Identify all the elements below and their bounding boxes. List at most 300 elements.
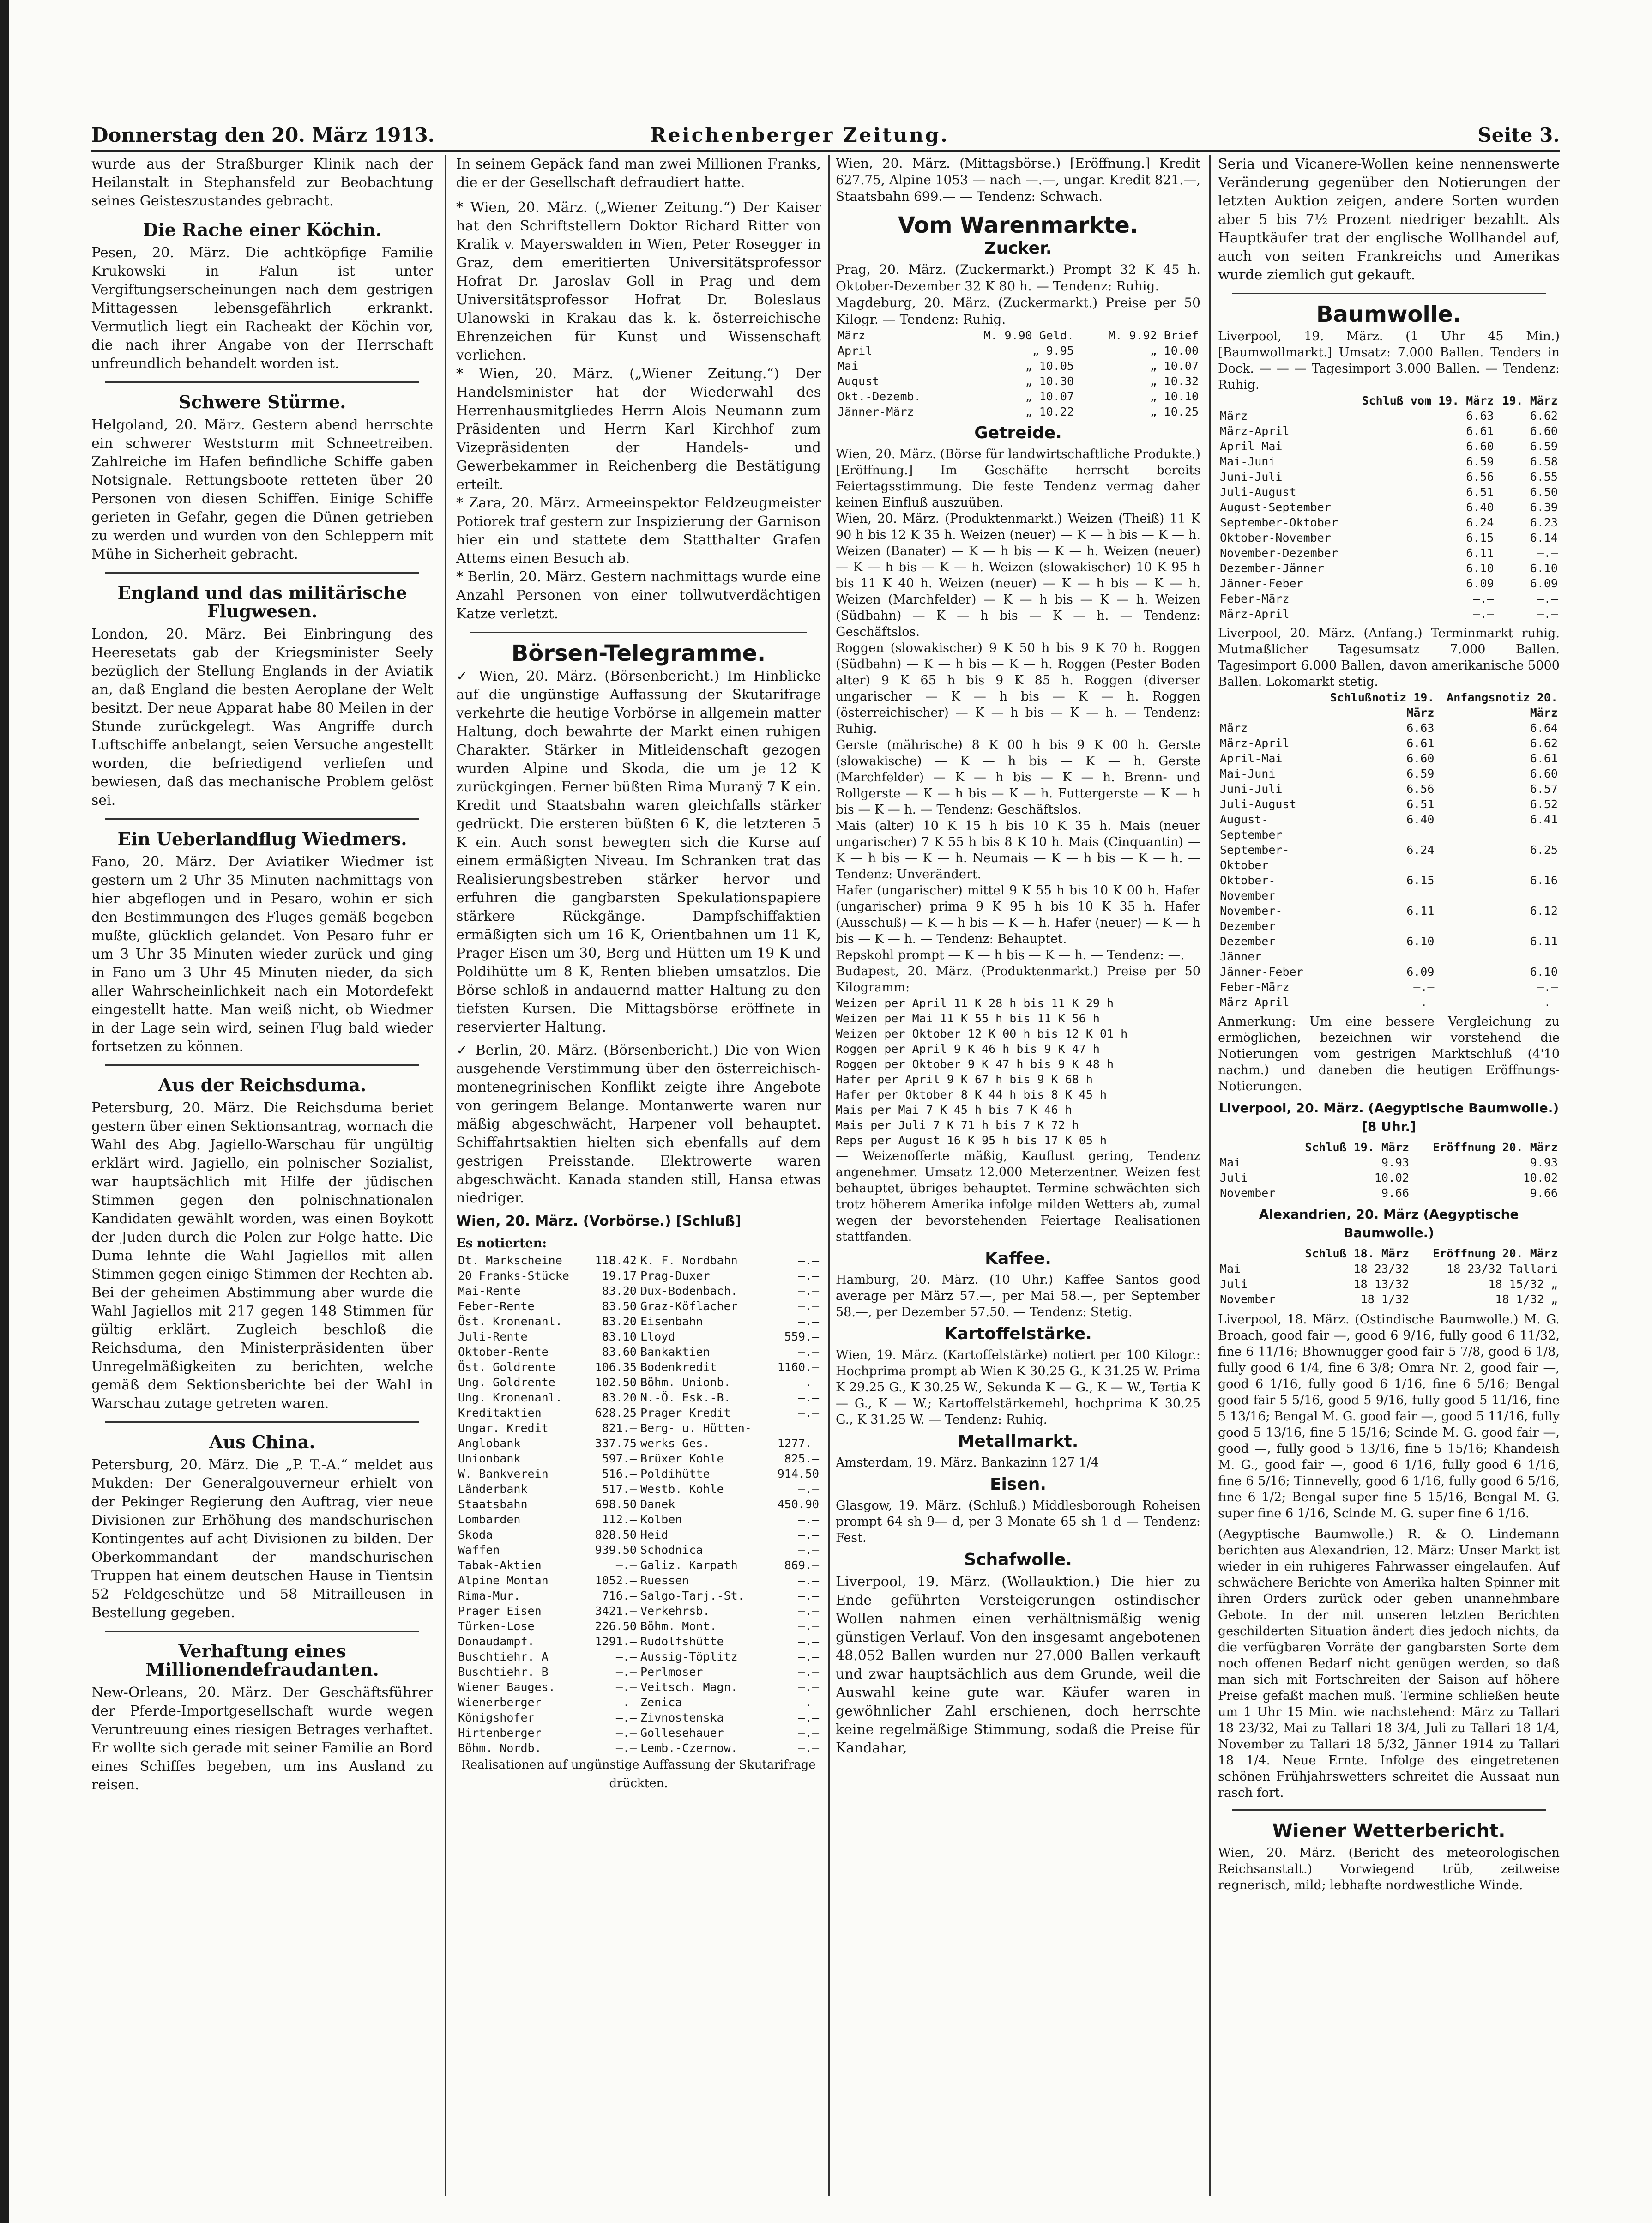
- table-cell: 9.66: [1530, 1186, 1558, 1200]
- table-cell: 6.41: [1530, 813, 1558, 826]
- table-row: [1218, 812, 1560, 842]
- article-title: Schwere Stürme.: [178, 392, 346, 412]
- table-cell: Feber-März: [1220, 592, 1290, 605]
- table-cell: M. 9.92 Brief: [1108, 329, 1199, 342]
- table-cell: Länderbank: [458, 1482, 528, 1496]
- table-header-cell: Eröffnung 20. März: [1433, 1141, 1558, 1154]
- table-cell: 1277.—: [777, 1437, 819, 1450]
- price-line: Roggen per April 9 K 46 h bis 9 K 47 h: [836, 1042, 1100, 1056]
- table-cell: Feber-Rente: [458, 1299, 535, 1313]
- table-cell: 6.40: [1466, 501, 1494, 514]
- table-cell: —.—: [798, 1345, 819, 1359]
- table-cell: Aussig-Töplitz: [640, 1650, 738, 1663]
- table-cell: —.—: [798, 1406, 819, 1420]
- table-row: [456, 1542, 821, 1558]
- table-cell: 6.59: [1530, 440, 1558, 453]
- table-cell: September-Oktober: [1220, 516, 1338, 529]
- table-row: [456, 1390, 821, 1405]
- cotton-price-table: [1218, 393, 1560, 622]
- table-row: [1218, 781, 1560, 797]
- table-cell: 6.51: [1466, 485, 1494, 499]
- table-cell: N.-Ö. Esk.-B.: [640, 1391, 731, 1404]
- table-row: [1218, 439, 1560, 454]
- article-title: Aus China.: [209, 1432, 315, 1452]
- table-cell: 821.—: [602, 1421, 637, 1435]
- table-row: [1218, 1170, 1560, 1185]
- table-cell: Juli-August: [1220, 797, 1296, 811]
- table-cell: 6.60: [1406, 752, 1435, 765]
- table-cell: November: [1220, 1293, 1276, 1306]
- table-cell: —.—: [615, 1741, 637, 1755]
- section-title: Vom Warenmarkte.: [898, 212, 1138, 238]
- market-report: Wien, 20. März. (Mittagsbörse.) [Eröffnung.] Kredit 627.75, Alpine 1053 — nach —.—, ungar. Kredit 821.—, Staatsbahn 699.— — Tendenz: Schwach.: [836, 156, 1200, 204]
- table-cell: —.—: [798, 1376, 819, 1389]
- table-row: [836, 358, 1200, 374]
- table-header-cell: [1218, 1140, 1286, 1155]
- table-row: [456, 1420, 821, 1436]
- market-report: Liverpool, 20. März. (Anfang.) Terminmarkt ruhig. Mutmaßlicher Tagesumsatz 7.000 Ballen. Tagesimport 6.000 Ballen, davon amerikanische 5000 Ballen. Lokomarkt stetig.: [1218, 626, 1560, 689]
- table-cell: 118.42: [595, 1254, 637, 1267]
- table-cell: 6.61: [1406, 737, 1435, 750]
- table-row: [456, 1649, 821, 1664]
- table-cell: 6.59: [1406, 767, 1435, 780]
- table-cell: —.—: [798, 1619, 819, 1633]
- table-cell: 9.93: [1381, 1156, 1410, 1169]
- table-cell: Galiz. Karpath: [640, 1559, 738, 1572]
- table-cell: 597.—: [602, 1452, 637, 1465]
- table-row: [456, 1512, 821, 1527]
- divider: [105, 1064, 419, 1066]
- column-3: [836, 155, 1200, 2196]
- table-cell: Dux-Bodenbach.: [640, 1284, 738, 1298]
- article-continuation: Seria und Vicanere-Wollen keine nennenswerte Veränderung gegenüber den Notierungen der letzten Auktion zeigen, andere Sorten wurden aber 5 bis 7½ Prozent niedriger bezahlt. Als Hauptkäufer trat der englische Wollhandel auf, auch von seiten Frankreichs und Amerikas wurde ziemlich gut gekauft.: [1218, 156, 1560, 283]
- table-cell: Oktober-November: [1220, 531, 1331, 544]
- table-cell: 6.14: [1530, 531, 1558, 544]
- table-cell: —.—: [615, 1650, 637, 1663]
- table-cell: Verkehrsb.: [640, 1604, 710, 1618]
- market-report: Budapest, 20. März. (Produktenmarkt.) Preise per 50 Kilogramm:: [836, 964, 1200, 995]
- table-cell: 517.—: [602, 1482, 637, 1496]
- table-cell: 6.59: [1466, 455, 1494, 468]
- table-header-cell: Eröffnung 20. März: [1433, 1247, 1558, 1260]
- news-item: * Berlin, 20. März. Gestern nachmittags wurde eine Anzahl Personen von einer tollwutverdächtigen Katze verletzt.: [456, 569, 821, 622]
- price-line: Weizen per Mai 11 K 55 h bis 11 K 56 h: [836, 1012, 1100, 1025]
- table-cell: 83.60: [602, 1345, 637, 1359]
- quote-table-title: Wien, 20. März. (Vorbörse.) [Schluß]: [456, 1213, 742, 1229]
- market-report: Gerste (mährische) 8 K 00 h bis 9 K 00 h. Gerste (slowakische) — K — h bis — K — h. Gerste (Marchfelder) — K — h bis — K — h. Brenn- und Rollgerste — K — h bis — K — h. Futtergerste — K — h bis — K — h. — Tendenz: Geschäftslos.: [836, 738, 1200, 817]
- table-cell: 716.—: [602, 1589, 637, 1602]
- market-report: ✓ Wien, 20. März. (Börsenbericht.) Im Hinblicke auf die ungünstige Auffassung der Skutarifrage verkehrte die heutige Vorbörse in allgemein matter Haltung, doch bewahrte der Markt einen ruhigen Charakter. Stärker in Mitleidenschaft gezogen wurden Alpine und Skoda, die um je 12 K zurückgingen. Ferner büßten Rima Muranÿ 7 K ein. Kredit und Staatsbahn waren gleichfalls stärker gedrückt. Die ersteren büßten 6 K, die letzteren 5 K ein. Auch sonst bewegten sich die Kurse auf einem ermäßigten Niveau. Im Schranken trat das Realisierungsbestreben stärker hervor und erfuhren die gangbarsten Spekulationspapiere stärkere Rückgänge. Dampfschiffaktien ermäßigten sich um 16 K, Orientbahnen um 11 K, Prager Eisen um 30, Berg und Hütten um 19 K und Poldihütte um 8 K, Renten blieben umsatzlos. Die Börse schloß in andauernd matter Haltung zu den tiefsten Kursen. Die Mittagsbörse eröffnete in reservierter Haltung.: [456, 668, 821, 1035]
- table-cell: —.—: [798, 1711, 819, 1724]
- table-row: [456, 1466, 821, 1481]
- table-cell: Jänner-März: [838, 405, 914, 418]
- table-cell: —.—: [798, 1269, 819, 1282]
- table-cell: 19.17: [602, 1269, 637, 1282]
- table-cell: —.—: [798, 1574, 819, 1587]
- table-cell: 6.11: [1530, 935, 1558, 948]
- table-cell: Buschtiehr. B: [458, 1665, 549, 1679]
- table-cell: Veitsch. Magn.: [640, 1680, 738, 1694]
- article-text: New-Orleans, 20. März. Der Geschäftsführer der Pferde-Importgesellschaft wurde wegen Veruntreuung eines riesigen Betrages verhaftet. Er wollte sich gerade mit seiner Familie an Bord eines Schiffes begeben, um ins Ausland zu reisen.: [91, 1685, 433, 1793]
- divider: [1232, 1809, 1546, 1811]
- divider: [105, 572, 419, 574]
- table-header-cell: Anfangsnotiz 20. März: [1447, 691, 1558, 719]
- table-cell: —.—: [798, 1680, 819, 1694]
- sugar-price-table: [836, 328, 1200, 419]
- table-row: [456, 1527, 821, 1542]
- table-cell: —.—: [798, 1665, 819, 1679]
- table-row: [1218, 545, 1560, 561]
- table-cell: 337.75: [595, 1437, 637, 1450]
- table-cell: 6.58: [1530, 455, 1558, 468]
- table-cell: —.—: [798, 1741, 819, 1755]
- table-row: [1218, 979, 1560, 995]
- article-text: London, 20. März. Bei Einbringung des Heeresetats gab der Kriegsminister Seely bezüglich der Stellung Englands in der Aviatik an, daß England die besten Aeroplane der Welt besitzt. Der neue Apparat habe 80 Meilen in der Stunde zurückgelegt. Was Angriffe durch Luftschiffe anbelangt, seien Versuche angestellt worden, die befriedigend verliefen und bewiesen, daß das mechanische Problem gelöst sei.: [91, 626, 433, 809]
- table-row: [1218, 1292, 1560, 1307]
- table-row: [456, 1314, 821, 1329]
- table-row: [456, 1299, 821, 1314]
- market-report: Mais (alter) 10 K 15 h bis 10 K 35 h. Mais (neuer ungarischer) 7 K 55 h bis 8 K 10 h. Mais (Cinquantin) — K — h bis — K — h. Neumais — K — h bis — K — h. — Tendenz: Unverändert.: [836, 819, 1200, 882]
- table-cell: Wiener Bauges.: [458, 1680, 555, 1694]
- table-cell: Ungar. Kredit: [458, 1421, 549, 1435]
- table-row: [1218, 964, 1560, 979]
- table-cell: 6.55: [1530, 470, 1558, 483]
- table-row: [1218, 515, 1560, 530]
- table-header-row: [1218, 393, 1560, 408]
- market-report: Wien, 20. März. (Produktenmarkt.) Weizen (Theiß) 11 K 90 h bis 12 K 35 h. Weizen (neuer) — K — h bis — K — h. Weizen (Banater) — K — h bis — K — h. Weizen (neuer) — K — h bis — K — h. Weizen (slowakischer) 10 K 95 h bis 11 K 40 h. Weizen (neuer) — K — h bis — K — h. Weizen (Marchfelder) — K — h bis — K — h. Weizen (Südbahn) — K — h bis — K — h. — Tendenz: Geschäftslos.: [836, 512, 1200, 639]
- table-cell: 112.—: [602, 1513, 637, 1526]
- table-cell: „ 10.32: [1150, 375, 1199, 388]
- table-cell: Juli-Rente: [458, 1330, 528, 1343]
- table-cell: —.—: [798, 1650, 819, 1663]
- table-header-row: [1218, 690, 1560, 720]
- price-line: Roggen per Oktober 9 K 47 h bis 9 K 48 h: [836, 1057, 1114, 1071]
- table-cell: 6.60: [1466, 440, 1494, 453]
- article-text: Petersburg, 20. März. Die „P. T.-A.“ meldet aus Mukden: Der Generalgouverneur erhielt von der Pekinger Regierung den Auftrag, vier neue Divisionen zur Erhöhung des mandschurischen Kontingentes auf acht Divisionen zu bilden. Der Oberkommandant der mandschurischen Truppen hat einem deutschen Hause in Tientsin 52 Feldgeschütze und 58 Mitrailleusen in Bestellung gegeben.: [91, 1457, 433, 1621]
- table-cell: 6.61: [1466, 424, 1494, 438]
- table-header-cell: Schlußnotiz 19. März: [1330, 691, 1435, 719]
- table-row: [456, 1359, 821, 1375]
- column-divider: [828, 155, 830, 2196]
- subsection-title: Getreide.: [974, 423, 1062, 442]
- table-row: [456, 1725, 821, 1740]
- table-cell: 20 Franks-Stücke: [458, 1269, 569, 1282]
- table-cell: „ 10.00: [1150, 344, 1199, 357]
- table-cell: 6.64: [1530, 721, 1558, 735]
- article-text: Petersburg, 20. März. Die Reichsduma beriet gestern über einen Sektionsantrag, wornach die Wahl des Abg. Jagiello-Warschau für ungültig erklärt wird. Jagiello, ein polnischer Sozialist, war hauptsächlich mit Hilfe der jüdischen Stimmen gegen den polnischnationalen Kandidaten gewählt worden, was einen Boykott der Juden durch die Polen zur Folge hatte. Die Duma lehnte die Wahl Jagiellos mit allen Stimmen gegen einige Stimmen der Rechten ab. Bei der geheimen Abstimmung aber wurde die Wahl Jagiellos mit 217 gegen 148 Stimmen für gültig erklärt. Zugleich beschloß die Reichsduma, den Ministerpräsidenten über Unregelmäßigkeiten zu berichten, welche gemäß dem Sektionsberichte bei der Wahl in Warschau zutage getreten waren.: [91, 1100, 433, 1412]
- table-cell: Prager Eisen: [458, 1604, 542, 1618]
- column-divider: [445, 155, 446, 2196]
- table-cell: Juni-Juli: [1220, 470, 1283, 483]
- table-cell: Rima-Mur.: [458, 1589, 521, 1602]
- table-header-row: [1218, 1246, 1560, 1261]
- table-cell: Donaudampf.: [458, 1635, 535, 1648]
- table-cell: 6.10: [1530, 965, 1558, 979]
- table-cell: Ung. Goldrente: [458, 1376, 555, 1389]
- article-title: Verhaftung eines Millionendefraudanten.: [145, 1641, 379, 1680]
- table-cell: Öst. Kronenanl.: [458, 1315, 562, 1328]
- newspaper-page: [91, 0, 1560, 2223]
- table-row: [456, 1710, 821, 1725]
- news-item: * Wien, 20. März. („Wiener Zeitung.“) Der Kaiser hat den Schriftstellern Doktor Richard Ritter von Kralik v. Mayerswalden in Wien, Peter Rosegger in Graz, dem emeritierten Universitätsprofessor Hofrat Dr. Jaroslav Goll in Prag und dem Universitätsprofessor Hofrat Dr. Boleslaus Ulanowski in Krakau das k. k. österreichische Ehrenzeichen für Kunst und Wissenschaft verliehen.: [456, 199, 821, 363]
- table-cell: 6.10: [1406, 935, 1435, 948]
- table-cell: 6.56: [1466, 470, 1494, 483]
- table-row: [1218, 1185, 1560, 1201]
- table-cell: Böhm. Unionb.: [640, 1376, 731, 1389]
- table-cell: 83.20: [602, 1284, 637, 1298]
- news-item: * Zara, 20. März. Armeeinspektor Feldzeugmeister Potiorek traf gestern zur Inspizierung der Garnison hier ein und stattete dem Statthalter Grafen Attems einen Besuch ab.: [456, 495, 821, 567]
- table-cell: November: [1220, 1186, 1276, 1200]
- table-header-cell: Schluß vom 19. März: [1362, 394, 1494, 407]
- table-row: [1218, 576, 1560, 591]
- table-cell: Brüxer Kohle: [640, 1452, 724, 1465]
- table-cell: 6.60: [1530, 424, 1558, 438]
- table-cell: —.—: [798, 1696, 819, 1709]
- market-report: Prag, 20. März. (Zuckermarkt.) Prompt 32 K 45 h. Oktober-Dezember 32 K 80 h. — Tendenz: Ruhig.: [836, 262, 1200, 294]
- table-cell: [769, 1420, 821, 1436]
- table-cell: werks-Ges.: [640, 1437, 710, 1450]
- table-cell: 18 1/32: [1360, 1293, 1410, 1306]
- table-cell: Tabak-Aktien: [458, 1559, 542, 1572]
- market-report: Glasgow, 19. März. (Schluß.) Middlesborough Roheisen prompt 64 sh 9— d, per 3 Monate 65 sh 1 d — Tendenz: Fest.: [836, 1498, 1200, 1545]
- table-cell: Dezember-Jänner: [1220, 562, 1324, 575]
- table-cell: Öst. Goldrente: [458, 1360, 555, 1374]
- table-cell: Juli: [1220, 1277, 1248, 1291]
- weather-report: Wien, 20. März. (Bericht des meteorologischen Reichsanstalt.) Vorwiegend trüb, zeitweise regnerisch, mild; lebhafte nordwestliche Winde.: [1218, 1846, 1560, 1892]
- table-cell: Rudolfshütte: [640, 1635, 724, 1648]
- table-cell: „ 10.05: [1025, 359, 1074, 373]
- table-cell: „ 10.25: [1150, 405, 1199, 418]
- table-cell: M. 9.90 Geld.: [983, 329, 1074, 342]
- table-row: [836, 328, 1200, 343]
- table-cell: August: [838, 375, 880, 388]
- column-1: [91, 155, 433, 2196]
- table-cell: Prager Kredit: [640, 1406, 731, 1420]
- section-title: Wiener Wetterbericht.: [1272, 1820, 1506, 1842]
- table-row: [1218, 873, 1560, 903]
- cotton-price-table: [1218, 690, 1560, 1010]
- table-row: [456, 1619, 821, 1634]
- table-cell: 6.56: [1406, 782, 1435, 796]
- table-cell: Okt.-Dezemb.: [838, 390, 921, 403]
- table-cell: 6.11: [1406, 904, 1435, 918]
- table-row: [1218, 530, 1560, 545]
- table-row: [456, 1481, 821, 1497]
- table-cell: 83.50: [602, 1299, 637, 1313]
- table-row: [456, 1603, 821, 1619]
- table-cell: 6.12: [1530, 904, 1558, 918]
- table-row: [456, 1451, 821, 1466]
- divider: [105, 381, 419, 383]
- table-cell: Lloyd: [640, 1330, 675, 1343]
- table-cell: Mai-Juni: [1220, 455, 1276, 468]
- table-cell: 3421.—: [595, 1604, 637, 1618]
- table-cell: 6.09: [1530, 577, 1558, 590]
- table-cell: April: [838, 344, 873, 357]
- table-cell: —.—: [1473, 592, 1494, 605]
- table-cell: 559.—: [784, 1330, 819, 1343]
- table-row: [1218, 903, 1560, 934]
- table-cell: 6.09: [1406, 965, 1435, 979]
- table-cell: Böhm. Nordb.: [458, 1741, 542, 1755]
- budapest-price-list: [836, 996, 1200, 1148]
- scan-border: [0, 0, 9, 2223]
- table-row: [456, 1588, 821, 1603]
- table-cell: —.—: [798, 1482, 819, 1496]
- table-cell: Westb. Kohle: [640, 1482, 724, 1496]
- table-cell: Eisenbahn: [640, 1315, 703, 1328]
- table-row: [456, 1740, 821, 1756]
- table-cell: 1291.—: [595, 1635, 637, 1648]
- table-cell: Dt. Markscheine: [458, 1254, 562, 1267]
- table-cell: Bodenkredit: [640, 1360, 717, 1374]
- table-row: [1218, 797, 1560, 812]
- table-cell: —.—: [798, 1528, 819, 1541]
- table-cell: 106.35: [595, 1360, 637, 1374]
- table-cell: Wienerberger: [458, 1696, 542, 1709]
- egyptian-cotton-table: [1218, 1140, 1560, 1201]
- table-cell: Kreditaktien: [458, 1406, 542, 1420]
- price-line: Weizen per Oktober 12 K 00 h bis 12 K 01 h: [836, 1027, 1128, 1040]
- table-cell: März: [1220, 721, 1248, 735]
- table-cell: 6.23: [1530, 516, 1558, 529]
- table-cell: Alpine Montan: [458, 1574, 549, 1587]
- market-report: Wien, 19. März. (Kartoffelstärke) notiert per 100 Kilogr.: Hochprima prompt ab Wien K 30.25 G., K 31.25 W. Prima K 29.25 G., K 30.25 W., Sekunda K — G., K — W., Tertia K — G., K — W.; Kartoffelstärkemehl, hochprima K 30.25 G., K 31.25 W. — Tendenz: Ruhig.: [836, 1348, 1200, 1427]
- table-cell: Feber-März: [1220, 980, 1290, 994]
- table-cell: 6.24: [1466, 516, 1494, 529]
- table-cell: 6.51: [1406, 797, 1435, 811]
- table-cell: Gollesehauer: [640, 1726, 724, 1740]
- table-cell: 6.25: [1530, 843, 1558, 857]
- table-cell: —.—: [798, 1513, 819, 1526]
- table-cell: —.—: [798, 1254, 819, 1267]
- article-title: Aus der Reichsduma.: [158, 1075, 367, 1095]
- table-cell: März-April: [1220, 424, 1290, 438]
- header-page-number: Seite 3.: [1477, 124, 1560, 146]
- table-cell: April-Mai: [1220, 440, 1283, 453]
- table-cell: Juni-Juli: [1220, 782, 1283, 796]
- table-cell: Anglobank: [458, 1437, 521, 1450]
- subsection-title: Alexandrien, 20. März (Aegyptische Baumwolle.): [1259, 1207, 1519, 1240]
- market-report: Repskohl prompt — K — h bis — K — h. — Tendenz: —.: [836, 948, 1185, 962]
- table-row: [1218, 1155, 1560, 1170]
- table-cell: März-April: [1220, 737, 1290, 750]
- market-report: Roggen (slowakischer) 9 K 50 h bis 9 K 70 h. Roggen (Südbahn) — K — h bis — K — h. Roggen (Pester Boden alter) 9 K 65 h bis 9 K 85 h. Roggen (diverser ungarischer — K — h bis — K — h. Roggen (österreichischer) — K — h bis — K — h. — Tendenz: Ruhig.: [836, 641, 1200, 736]
- quote-table-footnote: Realisationen auf ungünstige Auffassung der Skutarifrage drückten.: [461, 1758, 816, 1790]
- table-cell: —.—: [1413, 996, 1435, 1009]
- table-cell: April-Mai: [1220, 752, 1283, 765]
- table-row: [456, 1497, 821, 1512]
- table-header-cell: Schluß 19. März: [1305, 1141, 1410, 1154]
- header-title: Reichenberger Zeitung.: [650, 124, 949, 146]
- table-cell: 6.10: [1530, 562, 1558, 575]
- table-cell: Mai-Juni: [1220, 767, 1276, 780]
- table-row: [1218, 454, 1560, 469]
- article-title: Ein Ueberlandflug Wiedmers.: [117, 828, 407, 849]
- table-cell: —.—: [798, 1299, 819, 1313]
- article-text: Helgoland, 20. März. Gestern abend herrschte ein schwerer Weststurm mit Schneetreiben. Zahlreiche im Hafen befindliche Schiffe gaben Notsignale. Rettungsboote retteten über 20 Personen von diesen Schiffen. Einige Schiffe gerieten in Gefahr, gegen die Dünen getrieben zu werden und wurden von den Schleppern mit Mühe in Sicherheit gebracht.: [91, 417, 433, 562]
- price-line: Hafer per Oktober 8 K 44 h bis 8 K 45 h: [836, 1088, 1107, 1101]
- subsection-title: Schafwolle.: [964, 1550, 1072, 1569]
- table-cell: Mai-Rente: [458, 1284, 521, 1298]
- table-row: [456, 1283, 821, 1299]
- table-cell: 450.90: [777, 1498, 819, 1511]
- table-cell: März-April: [1220, 996, 1290, 1009]
- price-line: Weizen per April 11 K 28 h bis 11 K 29 h: [836, 997, 1114, 1010]
- table-cell: 9.66: [1381, 1186, 1410, 1200]
- table-cell: 6.40: [1406, 813, 1435, 826]
- table-cell: —.—: [1537, 546, 1558, 560]
- table-row: [1218, 766, 1560, 781]
- table-cell: Prag-Duxer: [640, 1269, 710, 1282]
- subsection-title: Eisen.: [989, 1475, 1047, 1494]
- table-row: [1218, 484, 1560, 500]
- table-cell: 939.50: [595, 1543, 637, 1557]
- table-cell: K. F. Nordbahn: [640, 1254, 738, 1267]
- table-cell: 6.15: [1406, 874, 1435, 887]
- table-cell: —.—: [1537, 592, 1558, 605]
- subsection-title: Zucker.: [984, 239, 1052, 258]
- table-cell: 18 23/32: [1353, 1262, 1410, 1275]
- quote-table-subtitle: Es notierten:: [456, 1236, 547, 1250]
- table-row: [836, 389, 1200, 404]
- article-continuation: In seinem Gepäck fand man zwei Millionen Franks, die er der Gesellschaft defraudiert hatte.: [456, 156, 821, 191]
- table-cell: Berg- u. Hütten-: [640, 1421, 752, 1435]
- table-cell: Kolben: [640, 1513, 682, 1526]
- article-continuation: wurde aus der Straßburger Klinik nach der Heilanstalt in Stephansfeld zur Beobachtung seines Geisteszustandes gebracht.: [91, 156, 433, 209]
- table-row: [1218, 751, 1560, 766]
- column-divider: [1209, 155, 1211, 2196]
- table-cell: —.—: [615, 1665, 637, 1679]
- table-cell: 6.10: [1466, 562, 1494, 575]
- table-cell: Graz-Köflacher: [640, 1299, 738, 1313]
- table-cell: Ung. Kronenanl.: [458, 1391, 562, 1404]
- subsection-title: Metallmarkt.: [958, 1432, 1079, 1451]
- table-cell: „ 9.95: [1032, 344, 1074, 357]
- table-cell: Ruessen: [640, 1574, 689, 1587]
- table-cell: Mai: [1220, 1156, 1241, 1169]
- table-header-row: [1218, 1140, 1560, 1155]
- table-cell: —.—: [1537, 996, 1558, 1009]
- table-row: [456, 1375, 821, 1390]
- table-cell: Heid: [640, 1528, 669, 1541]
- table-cell: —.—: [615, 1726, 637, 1740]
- market-report: Hamburg, 20. März. (10 Uhr.) Kaffee Santos good average per März 57.—, per Mai 58.—, per September 58.—, per Dezember 57.50. — Tendenz: Stetig.: [836, 1273, 1200, 1319]
- market-report: Liverpool, 19. März. (Wollauktion.) Die hier zu Ende geführten Versteigerungen ostindischer Wollen nahmen einen verhältnismäßig wenig günstigen Verlauf. Von den insgesamt angebotenen 48.052 Ballen wurden nur 27.000 Ballen verkauft und zwar hauptsächlich aus dem Grunde, weil die Auswahl keine gute war. Käufer waren in gewöhnlicher Zahl erschienen, doch herrschte keine regelmäßige Stimmung, sodaß die Preise für Kandahar,: [836, 1574, 1200, 1756]
- table-header-cell: [1218, 393, 1350, 408]
- table-row: [1218, 720, 1560, 736]
- table-header-cell: [1218, 1246, 1286, 1261]
- table-cell: 6.57: [1530, 782, 1558, 796]
- table-cell: Salgo-Tarj.-St.: [640, 1589, 745, 1602]
- column-2: [456, 155, 821, 2196]
- table-header-cell: Schluß 18. März: [1305, 1247, 1410, 1260]
- table-cell: 9.93: [1530, 1156, 1558, 1169]
- section-title: Börsen-Telegramme.: [511, 640, 766, 666]
- table-cell: 6.63: [1466, 409, 1494, 423]
- table-cell: Perlmoser: [640, 1665, 703, 1679]
- table-row: [836, 374, 1200, 389]
- table-row: [1218, 408, 1560, 423]
- table-cell: —.—: [1537, 980, 1558, 994]
- table-cell: Königshofer: [458, 1711, 535, 1724]
- table-cell: —.—: [1473, 607, 1494, 621]
- table-cell: Juli: [1220, 1171, 1248, 1184]
- table-cell: 83.20: [602, 1391, 637, 1404]
- note: Anmerkung: Um eine bessere Vergleichung zu ermöglichen, bezeichnen wir vorstehend die Notierungen vom gestrigen Marktschluß (4'10 nachm.) und daneben die heutigen Eröffnungs-Notierungen.: [1218, 1015, 1560, 1093]
- table-cell: 102.50: [595, 1376, 637, 1389]
- article-text: Pesen, 20. März. Die achtköpfige Familie Krukowski in Falun ist unter Vergiftungserscheinungen nach dem gestrigen Mittagessen lebensgefährlich erkrankt. Vermutlich liegt ein Racheakt der Köchin vor, die nach ihrer Angabe von der Herrschaft unfreundlich behandelt worden ist.: [91, 245, 433, 372]
